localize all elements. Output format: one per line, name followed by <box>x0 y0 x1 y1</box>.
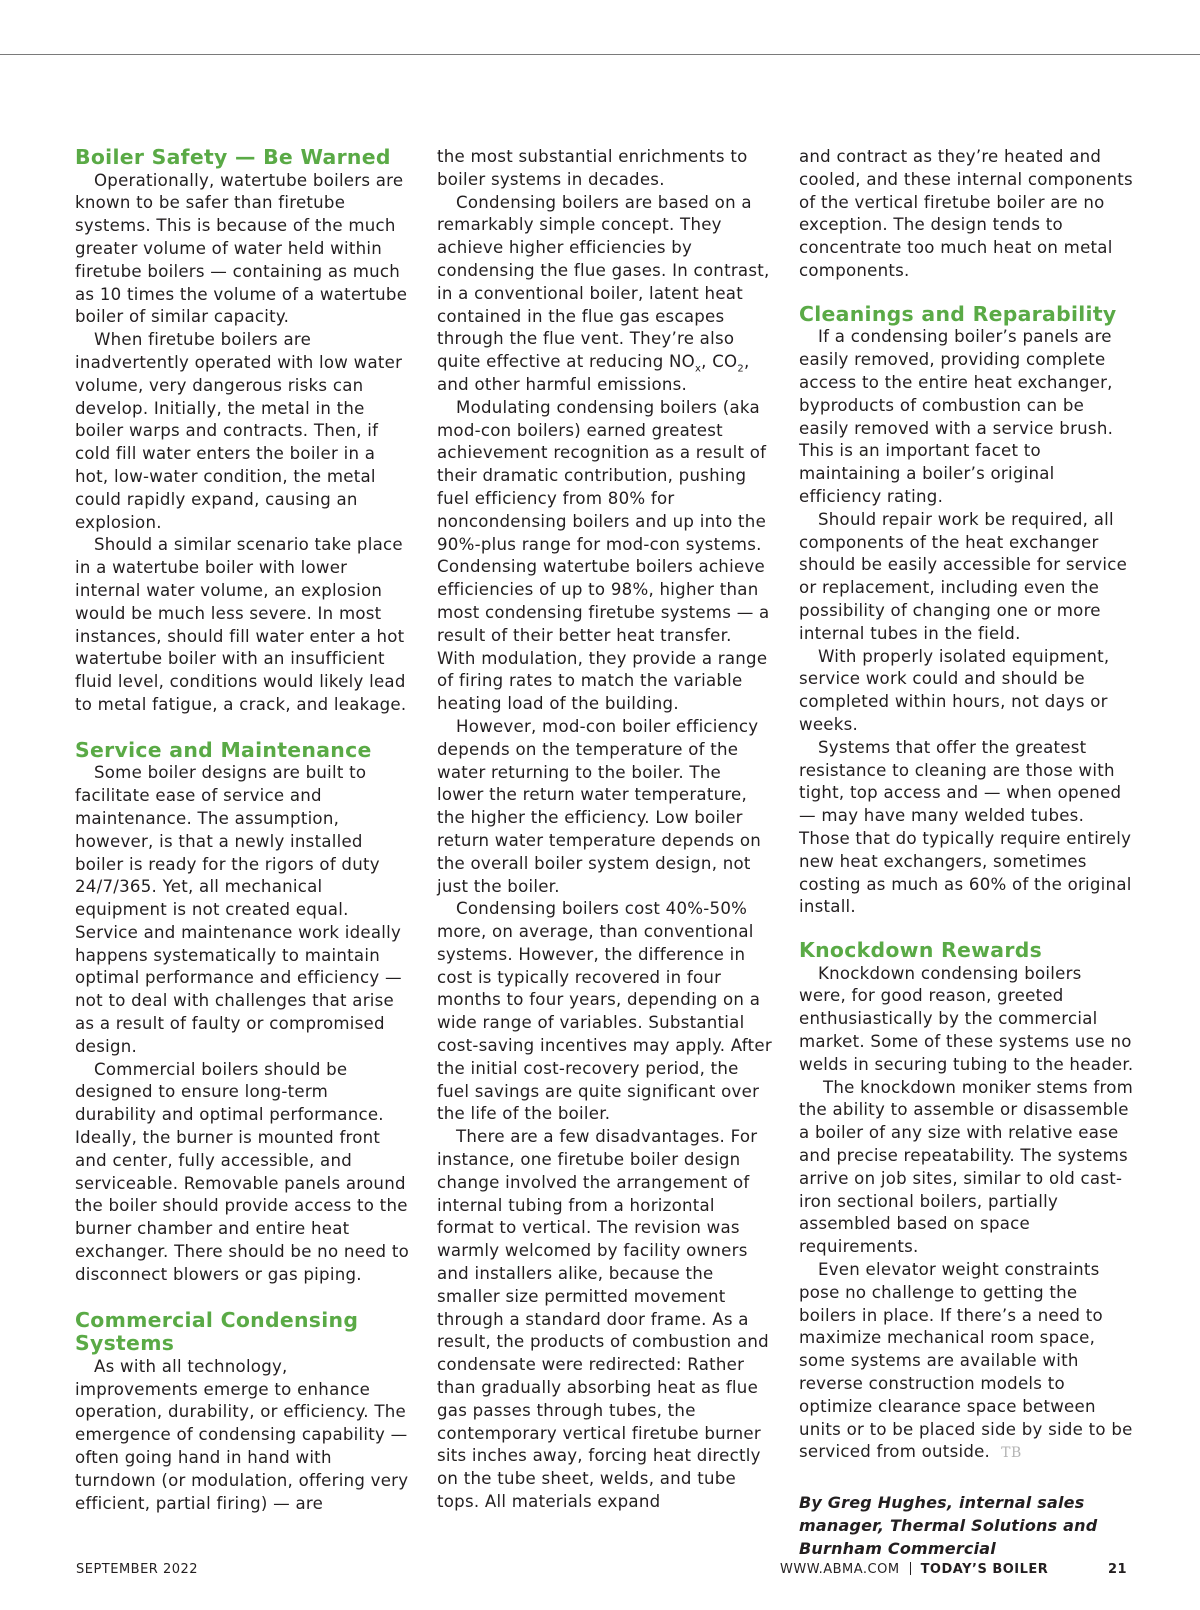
paragraph: and contract as they’re heated and cooled, and these internal components of the vertical firetube boiler are no exception. The design tends to concentrate too much heat on metal components. <box>799 147 1133 280</box>
column-1 <box>75 146 410 1515</box>
footer-date: SEPTEMBER 2022 <box>76 1562 199 1577</box>
paragraph: The knockdown moniker stems from the ability to assemble or disassemble a boiler of any size with relative ease and precise repeatability. The systems arrive on job sites, similar to old cast-iron sectional boilers, partially assembled based on space requirements. <box>799 1077 1134 1257</box>
paragraph: When firetube boilers are inadvertently operated with low water volume, very dangerous risks can develop. Initially, the metal in the boiler warps and contracts. Then, if cold fill water enters the boiler in a hot, low-water condition, the metal could rapidly expand, causing an explosion. <box>75 330 403 532</box>
paragraph: If a condensing boiler’s panels are easily removed, providing complete access to the entire heat exchanger, byproducts of combustion can be easily removed with a service brush. This is an important facet to maintaining a boiler’s original efficiency rating. <box>799 327 1114 506</box>
paragraph: Should repair work be required, all components of the heat exchanger should be easily accessible for service or replacement, including even the possibility of changing one or more internal tubes in the field. <box>799 509 1128 643</box>
footer-magazine: TODAY’S BOILER <box>920 1562 1049 1577</box>
heading-service-maintenance: Service and Maintenance <box>75 737 372 762</box>
paragraph: Operationally, watertube boilers are known to be safer than firetube systems. This is because of the much greater volume of water held within firetube boilers — containing as much as 10 times the volume of a watertube boiler of similar capacity. <box>75 170 408 327</box>
paragraph-emissions: Condensing boilers are based on a remarkably simple concept. They achieve higher efficiencies by condensing the flue gases. In contrast, in a conventional boiler, latent heat contained in the flue gas escapes through the flue vent. They’re also quite effective at reducing $NO_x$, $CO_2$, and other harmful emissions. <box>437 192 770 394</box>
paragraph: There are a few disadvantages. For instance, one firetube boiler design change involved the arrangement of internal tubing from a horizontal format to vertical. The revision was warmly welcomed by facility owners and installers alike, because the smaller size permitted movement through a standard door frame. As a result, the products of combustion and condensate were redirected: Rather than gradually absorbing heat as flue gas passes through tubes, the contemporary vertical firetube burner sits inches away, forcing heat directly on the tube sheet, welds, and tube tops. All materials expand <box>437 1127 769 1512</box>
author-byline: By Greg Hughes, internal sales manager, Thermal Solutions and Burnham Commercial <box>799 1493 1098 1558</box>
paragraph: With properly isolated equipment, service work could and should be completed within hours, not days or weeks. <box>799 646 1110 734</box>
paragraph: Some boiler designs are built to facilitate ease of service and maintenance. The assumption, however, is that a newly installed boiler is ready for the rigors of duty 24/7/365. Yet, all mechanical equipment is not created equal. Service and maintenance work ideally happens systematically to maintain optimal performance and efficiency — not to deal with challenges that arise as a result of faulty or compromised design. <box>75 763 402 1056</box>
paragraph: Modulating condensing boilers (aka mod-con boilers) earned greatest achievement recognition as a result of their dramatic contribution, pushing fuel efficiency from 80% for noncondensing boilers and up into the 90%-plus range for mod-con systems. Condensing watertube boilers achieve efficiencies of up to 98%, higher than most condensing firetube systems — a result of their better heat transfer. With modulation, they provide a range of firing rates to match the variable heating load of the building. <box>437 397 770 714</box>
paragraph: Knockdown condensing boilers were, for good reason, greeted enthusiastically by the commercial market. Some of these systems use no welds in securing tubing to the header. <box>799 963 1134 1074</box>
heading-boiler-safety: Boiler Safety — Be Warned <box>75 145 391 169</box>
paragraph-final: Even elevator weight constraints pose no challenge to getting the boilers in place. If there’s a need to maximize mechanical room space, some systems are available with reverse construction models to optimize clearance space between units or to be placed side by side to be serviced from outside. TB <box>799 1260 1133 1462</box>
paragraph: the most substantial enrichments to boiler systems in decades. <box>437 147 748 189</box>
paragraph: Should a similar scenario take place in a watertube boiler with lower internal water volume, an explosion would be much less severe. In most instances, should fill water enter a hot watertube boiler with an insufficient fluid level, conditions would likely lead to metal fatigue, a crack, and leakage. <box>75 535 407 714</box>
footer-right <box>780 1562 1048 1577</box>
paragraph: Condensing boilers cost 40%-50% more, on average, than conventional systems. However, the difference in cost is typically recovered in four months to four years, depending on a wide range of variables. Substantial cost-saving incentives may apply. After the initial cost-recovery period, the fuel savings are quite significant over the life of the boiler. <box>437 899 772 1124</box>
paragraph: Commercial boilers should be designed to ensure long-term durability and optimal performance. Ideally, the burner is mounted front and center, fully accessible, and serviceable. Removable panels around the boiler should provide access to the burner chamber and entire heat exchanger. There should be no need to disconnect blowers or gas piping. <box>75 1059 410 1284</box>
page-number: 21 <box>1108 1562 1128 1577</box>
header-rule <box>0 54 1200 55</box>
footer-separator <box>910 1562 911 1575</box>
paragraph: As with all technology, improvements emerge to enhance operation, durability, or efficiency. The emergence of condensing capability — often going hand in hand with turndown (or modulation, offering very efficient, partial firing) — are <box>75 1356 409 1513</box>
end-mark: TB <box>1001 1445 1022 1462</box>
paragraph: However, mod-con boiler efficiency depends on the temperature of the water returning to the boiler. The lower the return water temperature, the higher the efficiency. Low boiler return water temperature depends on the overall boiler system design, not just the boiler. <box>437 716 762 896</box>
heading-cleanings-reparability: Cleanings and Reparability <box>799 301 1117 326</box>
heading-commercial-condensing: Commercial Condensing Systems <box>75 1307 359 1356</box>
column-2 <box>437 146 772 1514</box>
footer-url: WWW.ABMA.COM <box>780 1562 900 1577</box>
heading-knockdown-rewards: Knockdown Rewards <box>799 938 1043 963</box>
column-3 <box>799 146 1134 1561</box>
paragraph: Systems that offer the greatest resistance to cleaning are those with tight, top access and — when opened — may have many welded tubes. Those that do typically require entirely new heat exchangers, sometimes costing as much as 60% of the original install. <box>799 737 1132 917</box>
